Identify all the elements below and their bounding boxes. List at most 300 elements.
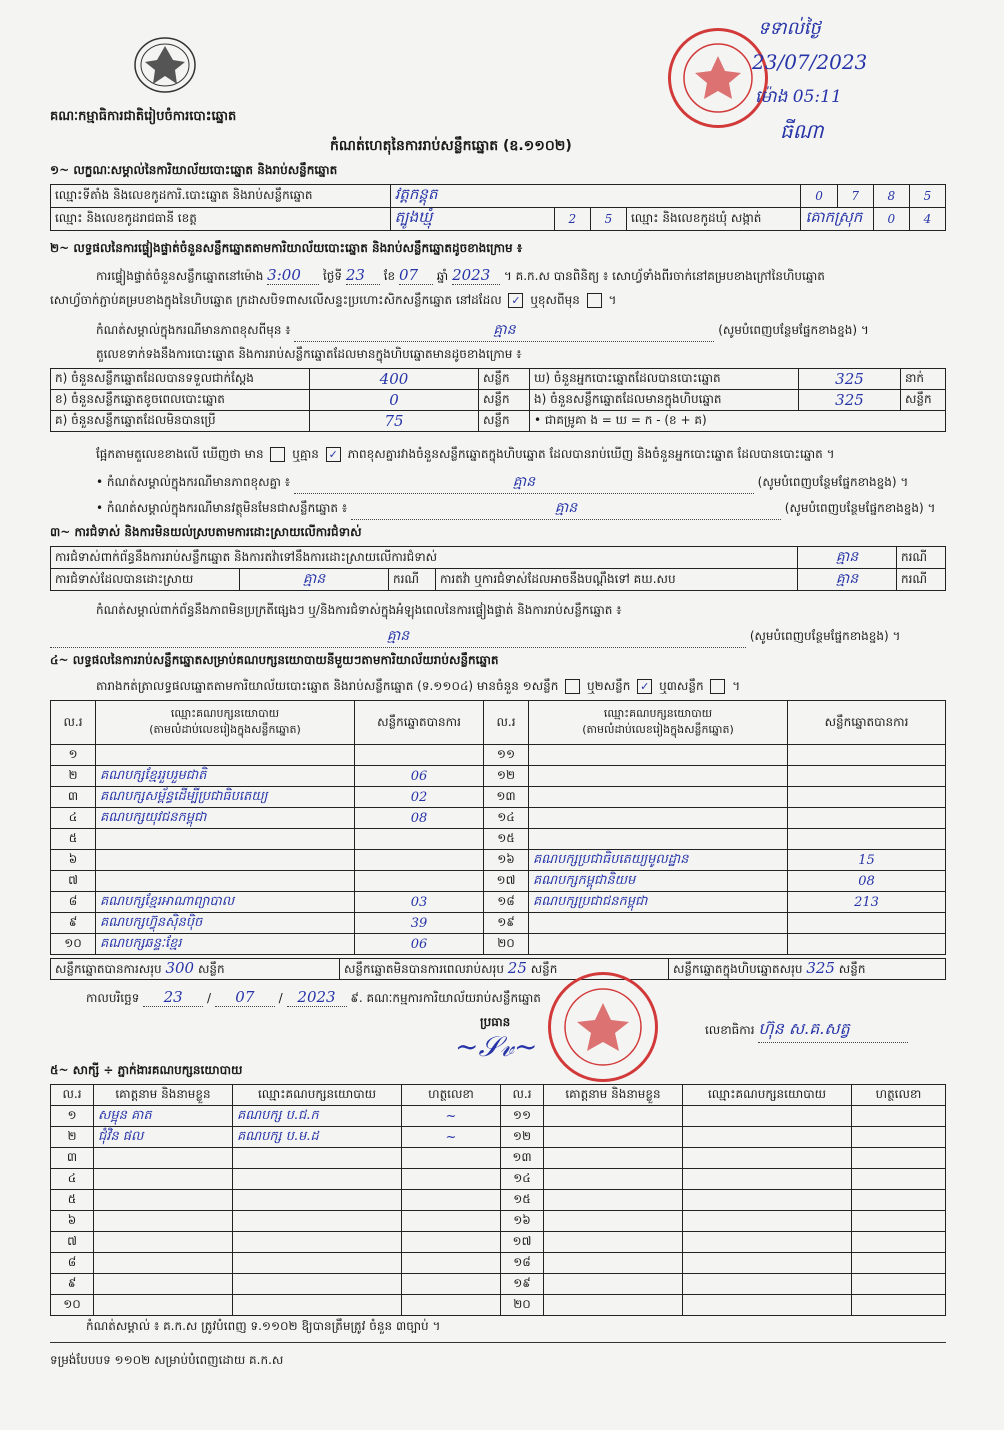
col-name: គោត្តនាម និងនាមខ្លួន — [544, 1085, 683, 1106]
witness-name[interactable] — [544, 1253, 683, 1274]
unused-ballots-value: 75 — [310, 411, 479, 432]
committee-label: ៩. គណៈកម្មការការិយាល័យរាប់សន្លឹកឆ្នោត — [350, 991, 541, 1005]
witness-no: ៣ — [51, 1148, 94, 1169]
result-party — [529, 745, 788, 766]
different-label: ឬខុសពីមុន — [530, 293, 580, 307]
unit: សន្លឹក — [197, 962, 225, 976]
footer-text: ទម្រង់បែបបទ ១១០២ សម្រាប់បំពេញដោយ គ.ក.ស — [50, 1353, 284, 1367]
result-no: ១១ — [484, 745, 529, 766]
witness-party — [233, 1295, 402, 1316]
section1-table — [50, 184, 946, 231]
two-sheets-checkbox[interactable]: ✓ — [637, 679, 652, 694]
witness-sign[interactable] — [852, 1253, 946, 1274]
footer-divider — [50, 1342, 946, 1343]
col-name: គោត្តនាម និងនាមខ្លួន — [94, 1085, 233, 1106]
discrepancy-yes-label: ផ្អែកតាមតួលេខខាងលើ ឃើញថា មាន — [96, 447, 264, 461]
time-label: ការផ្ទៀងផ្ទាត់ចំនួនសន្លឹកឆ្នោតនៅម៉ោង — [96, 269, 264, 283]
witness-party[interactable] — [683, 1274, 852, 1295]
result-party: គណបក្សប្រជាជនកម្ពុជា — [529, 892, 788, 913]
invalid-total-value: 25 — [507, 959, 527, 977]
unit: សន្លឹក — [901, 390, 946, 411]
station-code-digit: 8 — [873, 185, 909, 208]
witness-row — [51, 1127, 946, 1148]
case-label: ករណី — [897, 569, 946, 591]
witness-no: ១៤ — [501, 1169, 544, 1190]
result-votes — [355, 871, 484, 892]
box-total-value: 325 — [806, 959, 835, 977]
results-row — [51, 850, 946, 871]
witness-sign: ~ — [402, 1106, 501, 1127]
note-hint: (សូមបំពេញបន្ថែមផ្នែកខាងខ្នង) ។ — [757, 475, 909, 489]
result-votes — [788, 787, 946, 808]
result-party — [529, 808, 788, 829]
section1-title: ១~ លក្ខណៈសម្គាល់នៃការិយាល័យបោះឆ្នោត និងរាប់សន្លឹកឆ្នោត — [50, 163, 338, 177]
result-party — [529, 829, 788, 850]
note-hint: (សូមបំពេញបន្ថែមផ្នែកខាងខ្នង) ។ — [784, 501, 936, 515]
witness-party[interactable] — [683, 1127, 852, 1148]
witness-table — [50, 1084, 946, 1316]
three-sheets-checkbox[interactable] — [710, 679, 725, 694]
appeal-label: ការតវ៉ា ឬការជំទាស់ដែលអាចនឹងបណ្តឹងទៅ គឃ.សប — [436, 569, 798, 591]
section4-title: ៤~ លទ្ធផលនៃការរាប់សន្លឹកឆ្នោតសម្រាប់គណបក្សនយោបាយនីមួយៗតាមការិយាល័យរាប់សន្លឹកឆ្នោត — [50, 653, 499, 667]
result-no: ៧ — [51, 871, 96, 892]
result-votes — [355, 850, 484, 871]
witness-party[interactable] — [683, 1148, 852, 1169]
witness-sign — [402, 1148, 501, 1169]
difference-note-label: កំណត់សម្គាល់ក្នុងករណីមានភាពខុសពីមុន ៖ — [96, 323, 291, 337]
results-row — [51, 892, 946, 913]
witness-no: ១៦ — [501, 1211, 544, 1232]
witness-no: ៨ — [51, 1253, 94, 1274]
witness-no: ១៩ — [501, 1274, 544, 1295]
year-value: 2023 — [452, 266, 500, 285]
result-votes — [355, 745, 484, 766]
results-row — [51, 745, 946, 766]
bullet2-value: គ្មាន — [351, 498, 781, 520]
case-label: ករណី — [389, 569, 436, 591]
col-no: ល.រ — [484, 701, 529, 745]
result-votes: 08 — [788, 871, 946, 892]
witness-name[interactable] — [544, 1106, 683, 1127]
witness-sign[interactable] — [852, 1232, 946, 1253]
month-label: ខែ — [383, 269, 396, 283]
province-value: ត្បូងឃ្មុំ — [390, 208, 554, 231]
result-party — [529, 766, 788, 787]
spoiled-ballots-label: ខ) ចំនួនសន្លឹកឆ្នោតខូចពេលបោះឆ្នោត — [51, 390, 310, 411]
tally-sheets-line: តារាងកត់ត្រាលទ្ធផលឆ្នោតតាមការិយាល័យបោះឆ្នោត និងរាប់សន្លឹកឆ្នោត (ទ.១១០៤) មានចំនួន ១សន្លឹក ឬ២សន្លឹក ✓ ឬ៣សន្លឹក ។ — [96, 679, 741, 693]
result-no: ៣ — [51, 787, 96, 808]
result-votes — [788, 766, 946, 787]
witness-no: ១០ — [51, 1295, 94, 1316]
one-sheet-checkbox[interactable] — [565, 679, 580, 694]
witness-sign: ~ — [402, 1127, 501, 1148]
results-row — [51, 913, 946, 934]
results-row — [51, 871, 946, 892]
witness-sign — [402, 1211, 501, 1232]
note-hint: (សូមបំពេញបន្ថែមផ្នែកខាងខ្នង) ។ — [718, 323, 869, 337]
objection-row1-value: គ្មាន — [798, 547, 897, 569]
date-day: 23 — [143, 988, 203, 1007]
col-votes: សន្លឹកឆ្នោតបានការ — [788, 701, 946, 745]
official-stamp — [668, 28, 768, 128]
objections-table — [50, 546, 946, 591]
voters-label: ឃ) ចំនួនអ្នកបោះឆ្នោតដែលបានបោះឆ្នោត — [530, 369, 799, 390]
witness-name — [94, 1211, 233, 1232]
irregularity-line — [50, 626, 900, 648]
result-party: គណបក្សសម្ព័ន្ធដើម្បីប្រជាធិបតេយ្យ — [96, 787, 355, 808]
result-party — [96, 745, 355, 766]
result-party: គណបក្សខ្មែរអាណាព្យាបាល — [96, 892, 355, 913]
result-no: ១៤ — [484, 808, 529, 829]
witness-no: ១៧ — [501, 1232, 544, 1253]
resolved-value: គ្មាន — [240, 569, 389, 591]
result-no: ១០ — [51, 934, 96, 955]
witness-sign — [402, 1232, 501, 1253]
three-sheets-label: ឬ៣សន្លឹក — [659, 679, 704, 693]
witness-sign — [402, 1295, 501, 1316]
witness-name — [94, 1232, 233, 1253]
province-code-digit: 2 — [554, 208, 590, 231]
date-label: កាលបរិច្ឆេទ — [86, 991, 140, 1005]
witness-name[interactable] — [544, 1148, 683, 1169]
emblem-logo — [133, 36, 197, 94]
witness-party — [233, 1148, 402, 1169]
unit: សន្លឹក — [479, 369, 530, 390]
irregularity-note: កំណត់សម្គាល់ពាក់ព័ន្ធនឹងភាពមិនប្រក្រតីផ្សេងៗ ឬ/និងការជំទាស់ក្នុងអំឡុងពេលនៃការផ្ទៀងផ្ទាត់ និងការរាប់សន្លឹកឆ្នោត ៖ — [96, 603, 622, 617]
different-checkbox[interactable] — [587, 293, 602, 308]
witness-row — [51, 1232, 946, 1253]
witness-sign[interactable] — [852, 1127, 946, 1148]
objection-row1-label: ការជំទាស់ពាក់ព័ន្ធនឹងការរាប់សន្លឹកឆ្នោត និងការតវ៉ាទៅនឹងការដោះស្រាយលើការជំទាស់ — [51, 547, 798, 569]
voters-value: 325 — [799, 369, 901, 390]
seal-check-line: សោហ្វ័ចាក់ភ្ជាប់គម្របខាងក្នុងនៃហិបឆ្នោត ក្រដាសបិទពាសលើសន្ទះប្រហោះសិកសន្លឹកឆ្នោត នៅដដែល ✓ ឬខុសពីមុន ។ — [50, 293, 617, 307]
time-value: 3:00 — [267, 266, 319, 285]
station-code-digit: 7 — [837, 185, 873, 208]
date-month: 07 — [215, 988, 275, 1007]
result-votes: 06 — [355, 934, 484, 955]
result-votes — [788, 829, 946, 850]
formula: • ជាគម្រូគា ង = ឃ = ក - (ខ + គ) — [530, 411, 946, 432]
result-no: ១៧ — [484, 871, 529, 892]
org-name: គណៈកម្មាធិការជាតិរៀបចំការបោះឆ្នោត — [50, 109, 237, 124]
verification-text: ។ គ.ក.ស បានពិនិត្យ ៖ សោហ្វ័ទាំងពីរចាក់នៅគម្របខាងក្រៅនៃហិបឆ្នោត — [503, 269, 825, 283]
witness-note: កំណត់សម្គាល់ ៖ គ.ក.ស ត្រូវបំពេញ ទ.១១០២ ឱ្យបានត្រឹមត្រូវ ចំនួន ៣ច្បាប់ ។ — [86, 1319, 441, 1333]
witness-row — [51, 1295, 946, 1316]
witness-no: ១៥ — [501, 1190, 544, 1211]
section2-title: ២~ លទ្ធផលនៃការផ្ទៀងផ្ទាត់ចំនួនសន្លឹកឆ្នោតតាមការិយាល័យបោះឆ្នោត និងរាប់សន្លឹកឆ្នោតដូចខាងក្រោម ៖ — [50, 241, 523, 255]
col-no: ល.រ — [501, 1085, 544, 1106]
witness-sign[interactable] — [852, 1106, 946, 1127]
witness-party[interactable] — [683, 1106, 852, 1127]
witness-name — [94, 1274, 233, 1295]
witness-name: ជុំវិន ផល — [94, 1127, 233, 1148]
valid-total-cell — [51, 959, 340, 980]
result-votes — [788, 934, 946, 955]
box-total-cell — [669, 959, 946, 980]
col-votes: សន្លឹកឆ្នោតបានការ — [355, 701, 484, 745]
result-party: គណបក្សយុវជនកម្ពុជា — [96, 808, 355, 829]
result-party: គណបក្សហ៊្វុនស៊ិនប៉ិច — [96, 913, 355, 934]
witness-name[interactable] — [544, 1232, 683, 1253]
result-party — [529, 913, 788, 934]
difference-note-line — [96, 320, 946, 342]
witness-name — [94, 1148, 233, 1169]
col-party-sub: (តាមលំដាប់លេខរៀងក្នុងសន្លឹកឆ្នោត) — [149, 722, 301, 736]
date-year: 2023 — [287, 988, 347, 1007]
appeal-value: គ្មាន — [798, 569, 897, 591]
witness-name[interactable] — [544, 1295, 683, 1316]
witness-row — [51, 1169, 946, 1190]
bullet1-line — [96, 472, 908, 494]
year-label: ឆ្នាំ — [436, 269, 449, 283]
discrepancy-line — [96, 446, 835, 464]
witness-row — [51, 1253, 946, 1274]
col-party — [96, 701, 355, 745]
result-no: ១ — [51, 745, 96, 766]
unit: សន្លឹក — [479, 411, 530, 432]
witness-name — [94, 1190, 233, 1211]
difference-note-value: គ្មាន — [294, 320, 714, 342]
col-party-title: ឈ្មោះគណបក្សនយោបាយ — [603, 706, 713, 720]
chair-signature: ~𝒮𝓋~ — [455, 1030, 538, 1063]
witness-name[interactable] — [544, 1274, 683, 1295]
result-party — [529, 934, 788, 955]
figures-intro: តួលេខទាក់ទងនឹងការបោះឆ្នោត និងការរាប់សន្លឹកឆ្នោតដែលមានក្នុងហិបឆ្នោតមានដូចខាងក្រោម ៖ — [96, 347, 522, 361]
col-no: ល.រ — [51, 1085, 94, 1106]
witness-name — [94, 1169, 233, 1190]
case-label: ករណី — [897, 547, 946, 569]
witness-no: ៦ — [51, 1211, 94, 1232]
commune-value: គោកស្រុក — [801, 208, 873, 231]
witness-name — [94, 1253, 233, 1274]
witness-name[interactable] — [544, 1211, 683, 1232]
witness-no: ៥ — [51, 1190, 94, 1211]
witness-party[interactable] — [683, 1169, 852, 1190]
day-value: 23 — [346, 266, 380, 285]
witness-party — [233, 1232, 402, 1253]
witness-no: ១ — [51, 1106, 94, 1127]
box-total-label: សន្លឹកឆ្នោតក្នុងហិបឆ្នោតសរុប — [673, 962, 803, 976]
col-sign: ហត្ថលេខា — [402, 1085, 501, 1106]
result-no: ១៨ — [484, 892, 529, 913]
witness-no: ២ — [51, 1127, 94, 1148]
invalid-total-label: សន្លឹកឆ្នោតមិនបានការពេលរាប់សរុប — [344, 962, 504, 976]
witness-party — [233, 1274, 402, 1295]
valid-total-label: សន្លឹកឆ្នោតបានការសរុប — [55, 962, 162, 976]
totals-table — [50, 958, 946, 980]
result-votes — [788, 808, 946, 829]
two-sheets-label: ឬ២សន្លឹក — [587, 679, 631, 693]
chair-label: ប្រធាន — [480, 1015, 511, 1029]
valid-total-value: 300 — [165, 959, 195, 977]
col-sign: ហត្ថលេខា — [852, 1085, 946, 1106]
committee-stamp — [548, 972, 658, 1082]
result-no: ៨ — [51, 892, 96, 913]
discrepancy-yes-checkbox[interactable] — [270, 447, 285, 462]
witness-no: ១១ — [501, 1106, 544, 1127]
month-value: 07 — [399, 266, 433, 285]
result-votes — [355, 829, 484, 850]
result-party — [529, 787, 788, 808]
witness-no: ២០ — [501, 1295, 544, 1316]
date-line: កាលបរិច្ឆេទ 23 / 07 / 2023 ៩. គណៈកម្មការការិយាល័យរាប់សន្លឹកឆ្នោត — [86, 988, 541, 1006]
witness-sign — [402, 1253, 501, 1274]
result-votes: 39 — [355, 913, 484, 934]
secretary-line — [705, 1018, 908, 1043]
witness-row — [51, 1211, 946, 1232]
witness-sign[interactable] — [852, 1295, 946, 1316]
commune-code-digit: 0 — [873, 208, 909, 231]
received-note-3: ម៉ោង 05:11 — [755, 87, 842, 107]
col-party-title: ឈ្មោះគណបក្សនយោបាយ — [170, 706, 280, 720]
results-row — [51, 787, 946, 808]
witness-party — [233, 1190, 402, 1211]
witness-name — [94, 1295, 233, 1316]
section3-title: ៣~ ការជំទាស់ និងការមិនយល់ស្របតាមការដោះស្រាយលើការជំទាស់ — [50, 525, 362, 539]
results-row — [51, 808, 946, 829]
spoiled-ballots-value: 0 — [310, 390, 479, 411]
result-no: ៤ — [51, 808, 96, 829]
result-party — [96, 829, 355, 850]
bullet1-label: • កំណត់សម្គាល់ក្នុងករណីមានភាពខុសគ្នា ៖ — [96, 475, 291, 489]
witness-sign — [402, 1190, 501, 1211]
witness-name[interactable] — [544, 1190, 683, 1211]
witness-name[interactable] — [544, 1169, 683, 1190]
col-party — [529, 701, 788, 745]
result-votes: 06 — [355, 766, 484, 787]
witness-no: ១៨ — [501, 1253, 544, 1274]
result-party: គណបក្សឆន្ទៈខ្មែរ — [96, 934, 355, 955]
col-party: ឈ្មោះគណបក្សនយោបាយ — [233, 1085, 402, 1106]
result-no: ១៦ — [484, 850, 529, 871]
result-votes: 02 — [355, 787, 484, 808]
commune-code-digit: 4 — [909, 208, 945, 231]
witness-no: ៩ — [51, 1274, 94, 1295]
witness-party — [233, 1253, 402, 1274]
result-votes: 08 — [355, 808, 484, 829]
witness-name[interactable] — [544, 1127, 683, 1148]
discrepancy-no-checkbox[interactable]: ✓ — [326, 447, 341, 462]
result-no: ១៥ — [484, 829, 529, 850]
results-row — [51, 934, 946, 955]
results-row — [51, 766, 946, 787]
commune-label: ឈ្មោះ និងលេខកូដឃុំ សង្កាត់ — [627, 208, 801, 231]
result-party — [96, 850, 355, 871]
col-party: ឈ្មោះគណបក្សនយោបាយ — [683, 1085, 852, 1106]
result-votes — [788, 913, 946, 934]
figures-table — [50, 368, 946, 432]
section5-title: ៥~ សាក្សី ÷ ភ្នាក់ងារគណបក្សនយោបាយ — [50, 1063, 243, 1077]
province-label: ឈ្មោះ និងលេខកូដរាជធានី ខេត្ត — [51, 208, 391, 231]
unit: សន្លឹក — [479, 390, 530, 411]
discrepancy-no-label: ឬគ្មាន — [292, 447, 319, 461]
witness-sign[interactable] — [852, 1190, 946, 1211]
result-no: ១៣ — [484, 787, 529, 808]
bullet2-line — [96, 498, 935, 520]
bullet1-value: គ្មាន — [294, 472, 754, 494]
result-votes: 213 — [788, 892, 946, 913]
result-no: ១២ — [484, 766, 529, 787]
bullet2-label: • កំណត់សម្គាល់ក្នុងករណីមានវត្ថុមិនមែនជាសន្លឹកឆ្នោត ៖ — [96, 501, 348, 515]
form-title: កំណត់ហេតុនៃការរាប់សន្លឹកឆ្នោត (ឧ.១១០២) — [330, 138, 572, 154]
result-votes — [788, 745, 946, 766]
province-code-digit: 5 — [590, 208, 626, 231]
witness-sign — [402, 1274, 501, 1295]
result-no: ៦ — [51, 850, 96, 871]
result-party: គណបក្សកម្ពុជានិយម — [529, 871, 788, 892]
witness-sign[interactable] — [852, 1169, 946, 1190]
received-ballots-value: 400 — [310, 369, 479, 390]
witness-no: ៤ — [51, 1169, 94, 1190]
irregularity-value: គ្មាន — [50, 626, 746, 648]
witness-party — [233, 1169, 402, 1190]
result-no: ៩ — [51, 913, 96, 934]
note-hint: (សូមបំពេញបន្ថែមផ្នែកខាងខ្នង) ។ — [749, 629, 901, 643]
received-note-4: ធីណា — [780, 119, 824, 143]
result-party: គណបក្សប្រជាធិបតេយ្យមូលដ្ឋាន — [529, 850, 788, 871]
witness-party[interactable] — [683, 1190, 852, 1211]
witness-row — [51, 1148, 946, 1169]
witness-no: ១៣ — [501, 1148, 544, 1169]
received-note-2: 23/07/2023 — [752, 50, 868, 74]
polling-station-label: ឈ្មោះទីតាំង និងលេខកូដការិ.បោះឆ្នោត និងរាប់សន្លឹកឆ្នោត — [51, 185, 391, 208]
witness-row — [51, 1106, 946, 1127]
witness-party[interactable] — [683, 1253, 852, 1274]
result-votes: 03 — [355, 892, 484, 913]
station-code-digit: 0 — [801, 185, 837, 208]
witness-party: គណបក្ស ប.ជ.ក — [233, 1106, 402, 1127]
polling-station-value: វត្តកន្តុត — [390, 185, 801, 208]
box-ballots-value: 325 — [799, 390, 901, 411]
witness-sign[interactable] — [852, 1274, 946, 1295]
witness-party[interactable] — [683, 1295, 852, 1316]
day-label: ថ្ងៃទី — [323, 269, 343, 283]
witness-sign — [402, 1169, 501, 1190]
discrepancy-text: ភាពខុសគ្នារវាងចំនួនសន្លឹកឆ្នោតក្នុងហិបឆ្នោត ដែលបានរាប់ឃើញ និងចំនួនអ្នកបោះឆ្នោត ដែលបានបោះឆ្នោត ។ — [347, 447, 835, 461]
received-note-1: ទទាល់ថ្ងៃ — [758, 18, 821, 39]
same-checkbox[interactable]: ✓ — [508, 293, 523, 308]
unit: សន្លឹក — [530, 962, 558, 976]
witness-row — [51, 1274, 946, 1295]
witness-party: គណបក្ស ប.ម.ដ — [233, 1127, 402, 1148]
witness-no: ៧ — [51, 1232, 94, 1253]
witness-sign[interactable] — [852, 1211, 946, 1232]
unit: នាក់ — [901, 369, 946, 390]
witness-party — [233, 1211, 402, 1232]
witness-no: ១២ — [501, 1127, 544, 1148]
unit: សន្លឹក — [838, 962, 866, 976]
result-no: ៥ — [51, 829, 96, 850]
result-votes: 15 — [788, 850, 946, 871]
results-row — [51, 829, 946, 850]
witness-party[interactable] — [683, 1211, 852, 1232]
seal-text: សោហ្វ័ចាក់ភ្ជាប់គម្របខាងក្នុងនៃហិបឆ្នោត ក្រដាសបិទពាសលើសន្ទះប្រហោះសិកសន្លឹកឆ្នោត នៅដដែល — [50, 293, 502, 307]
witness-row — [51, 1190, 946, 1211]
unused-ballots-label: គ) ចំនួនសន្លឹកឆ្នោតដែលមិនបានប្រើ — [51, 411, 310, 432]
witness-party[interactable] — [683, 1232, 852, 1253]
secretary-signature: ហ៊ុន ស.គ.សត្វ — [758, 1018, 908, 1043]
col-no: ល.រ — [51, 701, 96, 745]
station-code-digit: 5 — [909, 185, 945, 208]
witness-sign[interactable] — [852, 1148, 946, 1169]
result-party: គណបក្សខ្មែររួបរួមជាតិ — [96, 766, 355, 787]
party-results-table — [50, 700, 946, 955]
result-no: ១៩ — [484, 913, 529, 934]
witness-name: សម្អុន គាត — [94, 1106, 233, 1127]
resolved-label: ការជំទាស់ដែលបានដោះស្រាយ — [51, 569, 240, 591]
secretary-label: លេខាធិការ — [705, 1023, 755, 1037]
tally-intro: តារាងកត់ត្រាលទ្ធផលឆ្នោតតាមការិយាល័យបោះឆ្នោត និងរាប់សន្លឹកឆ្នោត (ទ.១១០៤) មានចំនួន ១សន្លឹក — [96, 679, 559, 693]
